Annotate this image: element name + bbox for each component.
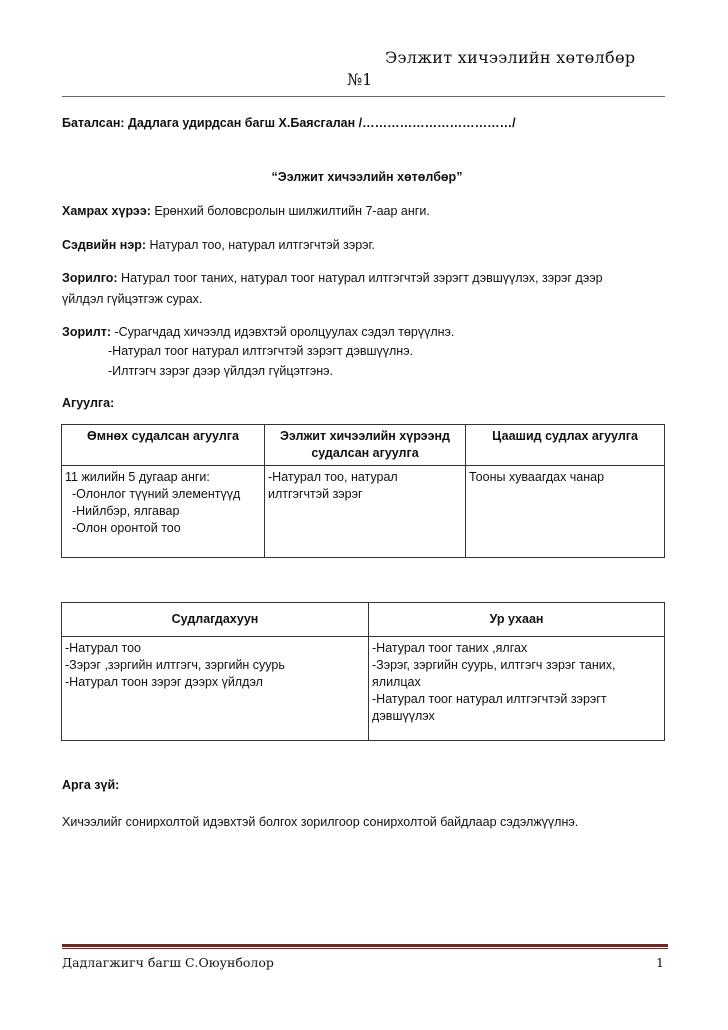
content-label: Агуулга: [62,396,115,410]
header-title: Ээлжит хичээлийн хөтөлбөр [385,48,636,67]
approved-line [62,112,672,134]
approved-dots: /………………………………/ [355,116,516,130]
scope-label: Хамрах хүрээ: [62,204,151,218]
scope-line [62,200,672,222]
header-future: Цаашид судлах агуулга [466,425,665,466]
page-number: 1 [656,955,664,970]
scope-value: Ерөнхий боловсролын шилжилтийн 7-аар анги. [150,204,430,218]
method-text: Хичээлийг сонирхолтой идэвхтэй болгох зорилгоор сонирхолтой байдлаар сэдэлжүүлнэ. [62,815,579,829]
header-previous: Өмнөх судалсан агуулга [62,425,265,466]
goal-line-2: үйлдэл гүйцэтгэж сурах. [62,292,203,306]
skills-table-header [62,603,665,637]
table-row [62,637,665,741]
objective-text-1: -Сурагчдад хичээлд идэвхтэй оролцуулах сэдэл төрүүлнэ. [111,325,455,339]
topic-line [62,234,672,256]
objective-line-3: -Илтгэгч зэрэг дээр үйлдэл гүйцэтгэнэ. [108,364,334,378]
cell-previous: 11 жилийн 5 дугаар анги: -Олонлог түүний элементүүд -Нийлбэр, ялгавар -Олон оронтой тоо [62,466,265,558]
approved-label: Баталсан: Дадлага удирдсан багш Х.Баясгалан [62,116,356,130]
cell-current: -Натурал тоо, натурал илтгэгчтэй зэрэг [265,466,466,558]
header-divider [62,96,665,97]
method-label: Арга зүй: [62,778,120,792]
header-number: №1 [347,70,373,89]
doc-title: “Ээлжит хичээлийн хөтөлбөр” [271,170,463,184]
objective-label: Зорилт: [62,325,112,339]
content-table [61,424,665,558]
goal-label: Зорилго: [62,271,118,285]
table-row [62,466,665,558]
objective-line-2: -Натурал тоог натурал илтгэгчтэй зэрэгт дэвшүүлнэ. [108,344,414,358]
goal-line-1 [62,267,672,289]
goal-text-1: Натурал тоог таних, натурал тоог натурал илтгэгчтэй зэрэгт дэвшүүлэх, зэрэг дээр [117,271,603,285]
cell-subject: -Натурал тоо -Зэрэг ,зэргийн илтгэгч, зэргийн суурь -Натурал тоон зэрэг дээрх үйлдэл [62,637,369,741]
content-table-header [62,425,665,466]
header-current: Ээлжит хичээлийн хүрээнд судалсан агуулга [265,425,466,466]
topic-value: Натурал тоо, натурал илтгэгчтэй зэрэг. [146,238,376,252]
cell-skill: -Натурал тоог таних ,ялгах -Зэрэг, зэргийн суурь, илтгэгч зэрэг таних, ялилцах -Натурал тоог натурал илтгэгчтэй зэрэгт дэвшүүлэх [369,637,665,741]
topic-label: Сэдвийн нэр: [62,238,147,252]
footer-divider-thin [62,948,668,949]
header-skill: Ур ухаан [369,603,665,637]
footer-divider [62,944,668,947]
cell-future: Тооны хуваагдах чанар [466,466,665,558]
header-subject: Судлагдахуун [62,603,369,637]
skills-table [61,602,665,741]
footer-author: Дадлагжигч багш С.Оюунболор [62,955,274,970]
